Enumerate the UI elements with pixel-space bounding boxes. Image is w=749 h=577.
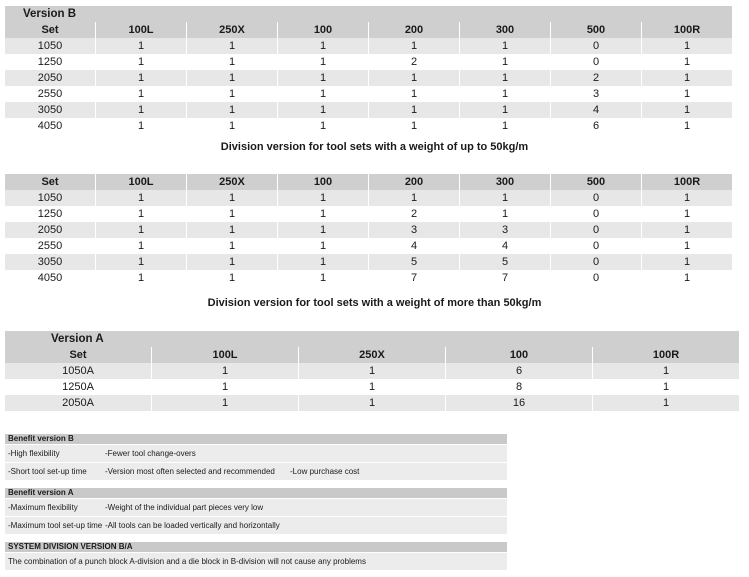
system-division-text: The combination of a punch block A-division and a die block in B-division will not cause any problems [8, 557, 366, 566]
table-cell: 1 [96, 70, 186, 86]
table-cell: 1 [187, 102, 277, 118]
table-cell: 1 [642, 254, 732, 270]
benefit-b-item: -Short tool set-up time [8, 467, 87, 476]
version-b-title: Version B [5, 6, 732, 22]
table-cell: 4050 [5, 118, 95, 134]
table-row [5, 70, 732, 86]
table-cell: 1 [96, 254, 186, 270]
version-a-table-block [4, 331, 740, 411]
table-cell: 1 [642, 222, 732, 238]
version-b-table-block [4, 6, 733, 134]
table-cell: 1 [593, 395, 739, 411]
table-cell: 1 [278, 86, 368, 102]
table-cell: 2550 [5, 238, 95, 254]
table-cell: 3050 [5, 102, 95, 118]
table-cell: 6 [446, 363, 592, 379]
header-row [5, 347, 739, 363]
system-division-note [5, 542, 507, 571]
table-cell: 16 [446, 395, 592, 411]
table-cell: 1 [642, 54, 732, 70]
version-b-table [4, 6, 733, 134]
table-cell: 1 [278, 38, 368, 54]
table-cell: 1 [460, 206, 550, 222]
table-cell: 1 [278, 254, 368, 270]
table-cell: 1050 [5, 38, 95, 54]
version-b-heavy-table [4, 174, 733, 286]
table-cell: 1 [278, 270, 368, 286]
table-cell: 1 [369, 102, 459, 118]
table-row [5, 254, 732, 270]
benefit-b-item: -Fewer tool change-overs [105, 449, 196, 458]
table-cell: 1 [187, 238, 277, 254]
benefit-a-item: -Weight of the individual part pieces very low [105, 503, 264, 512]
benefit-a-row [5, 517, 507, 534]
table-cell: 1050 [5, 190, 95, 206]
table-cell: 0 [551, 222, 641, 238]
table-cell: 1 [278, 190, 368, 206]
table-row [5, 363, 739, 379]
table-cell: 5 [369, 254, 459, 270]
table-cell: 1 [96, 206, 186, 222]
table-cell: 1 [642, 86, 732, 102]
column-header: 250X [299, 347, 445, 363]
table-cell: 1 [96, 190, 186, 206]
table-cell: 2050A [5, 395, 151, 411]
column-header: 250X [187, 174, 277, 190]
benefit-a-item: -All tools can be loaded vertically and horizontally [105, 521, 280, 530]
benefit-b-row [5, 463, 507, 480]
table-cell: 2 [551, 70, 641, 86]
column-header: 200 [369, 174, 459, 190]
benefit-a-row [5, 499, 507, 516]
table-cell: 1 [460, 102, 550, 118]
column-header: 100L [152, 347, 298, 363]
table-cell: 1 [187, 270, 277, 286]
table-cell: 1 [642, 70, 732, 86]
table-cell: 3 [551, 86, 641, 102]
table-cell: 1 [460, 118, 550, 134]
table-cell: 7 [460, 270, 550, 286]
table-cell: 1 [593, 363, 739, 379]
table-cell: 1 [187, 118, 277, 134]
table-cell: 1 [460, 70, 550, 86]
table-cell: 1 [299, 379, 445, 395]
table-cell: 2050 [5, 222, 95, 238]
table-cell: 1 [642, 206, 732, 222]
table-row [5, 222, 732, 238]
table-cell: 1 [187, 54, 277, 70]
table-cell: 5 [460, 254, 550, 270]
table-cell: 0 [551, 206, 641, 222]
table-cell: 1 [278, 118, 368, 134]
table-cell: 1 [152, 363, 298, 379]
benefit-b-title: Benefit version B [5, 434, 507, 444]
table-cell: 1 [278, 70, 368, 86]
table-cell: 1 [187, 206, 277, 222]
benefit-version-a [5, 488, 507, 535]
table-cell: 1 [460, 190, 550, 206]
table-row [5, 102, 732, 118]
table-row [5, 190, 732, 206]
table-cell: 4 [460, 238, 550, 254]
column-header: 300 [460, 22, 550, 38]
benefit-b-row [5, 445, 507, 462]
caption-up-to-50kg: Division version for tool sets with a weight of up to 50kg/m [220, 141, 529, 153]
table-row [5, 86, 732, 102]
column-header: 250X [187, 22, 277, 38]
header-row [5, 22, 732, 38]
benefit-b-item: -Version most often selected and recommended [105, 467, 275, 476]
table-cell: 3 [369, 222, 459, 238]
column-header: 100 [446, 347, 592, 363]
version-a-title: Version A [5, 331, 739, 347]
benefit-version-b [5, 434, 507, 481]
benefit-b-item: -Low purchase cost [290, 467, 360, 476]
table-cell: 7 [369, 270, 459, 286]
column-header: 100 [278, 22, 368, 38]
table-cell: 0 [551, 270, 641, 286]
table-cell: 1 [460, 86, 550, 102]
table-cell: 1 [642, 102, 732, 118]
table-row [5, 118, 732, 134]
version-b-heavy-table-block [4, 174, 733, 286]
table-cell: 1 [593, 379, 739, 395]
table-cell: 1 [642, 238, 732, 254]
table-cell: 4 [551, 102, 641, 118]
table-cell: 1 [152, 395, 298, 411]
table-cell: 1 [187, 70, 277, 86]
table-cell: 1 [96, 102, 186, 118]
column-header: 100R [642, 22, 732, 38]
table-cell: 1 [460, 54, 550, 70]
column-header: Set [5, 22, 95, 38]
table-cell: 0 [551, 190, 641, 206]
table-cell: 1 [187, 222, 277, 238]
table-cell: 1 [369, 70, 459, 86]
table-cell: 1 [96, 38, 186, 54]
column-header: 100L [96, 22, 186, 38]
table-cell: 1 [96, 238, 186, 254]
version-a-table [4, 331, 740, 411]
table-cell: 1 [96, 118, 186, 134]
table-cell: 0 [551, 238, 641, 254]
table-cell: 1 [96, 222, 186, 238]
column-header: Set [5, 347, 151, 363]
table-cell: 1250 [5, 54, 95, 70]
table-cell: 1250 [5, 206, 95, 222]
table-cell: 1 [642, 38, 732, 54]
table-cell: 4050 [5, 270, 95, 286]
caption-more-than-50kg: Division version for tool sets with a weight of more than 50kg/m [207, 297, 542, 309]
column-header: 100R [593, 347, 739, 363]
header-row [5, 174, 732, 190]
table-cell: 6 [551, 118, 641, 134]
table-cell: 1050A [5, 363, 151, 379]
table-cell: 1 [96, 270, 186, 286]
table-cell: 3 [460, 222, 550, 238]
table-cell: 1 [369, 38, 459, 54]
benefit-a-item: -Maximum flexibility [8, 503, 78, 512]
table-cell: 1 [642, 118, 732, 134]
column-header: 300 [460, 174, 550, 190]
table-cell: 1 [96, 86, 186, 102]
benefit-b-item: -High flexibility [8, 449, 60, 458]
column-header: 500 [551, 174, 641, 190]
table-cell: 1 [642, 270, 732, 286]
table-row [5, 379, 739, 395]
table-cell: 1250A [5, 379, 151, 395]
table-cell: 1 [278, 238, 368, 254]
table-cell: 1 [369, 86, 459, 102]
table-cell: 1 [152, 379, 298, 395]
table-cell: 1 [460, 38, 550, 54]
table-cell: 4 [369, 238, 459, 254]
benefit-a-item: -Maximum tool set-up time [8, 521, 103, 530]
table-cell: 1 [278, 206, 368, 222]
table-row [5, 270, 732, 286]
table-cell: 1 [642, 190, 732, 206]
table-cell: 2 [369, 206, 459, 222]
table-cell: 0 [551, 54, 641, 70]
table-cell: 1 [96, 54, 186, 70]
table-cell: 1 [187, 254, 277, 270]
column-header: 500 [551, 22, 641, 38]
table-cell: 1 [299, 363, 445, 379]
column-header: 200 [369, 22, 459, 38]
table-cell: 2 [369, 54, 459, 70]
column-header: Set [5, 174, 95, 190]
table-cell: 1 [369, 118, 459, 134]
table-cell: 0 [551, 38, 641, 54]
table-cell: 1 [187, 38, 277, 54]
table-row [5, 54, 732, 70]
table-cell: 2050 [5, 70, 95, 86]
table-row [5, 38, 732, 54]
benefit-a-title: Benefit version A [5, 488, 507, 498]
table-cell: 1 [369, 190, 459, 206]
table-row [5, 238, 732, 254]
column-header: 100 [278, 174, 368, 190]
table-row [5, 206, 732, 222]
system-division-row [5, 553, 507, 570]
system-division-title: SYSTEM DIVISION VERSION B/A [5, 542, 507, 552]
table-cell: 1 [187, 190, 277, 206]
table-cell: 1 [187, 86, 277, 102]
table-cell: 1 [299, 395, 445, 411]
table-cell: 3050 [5, 254, 95, 270]
table-cell: 1 [278, 222, 368, 238]
column-header: 100R [642, 174, 732, 190]
table-cell: 2550 [5, 86, 95, 102]
table-cell: 8 [446, 379, 592, 395]
table-cell: 1 [278, 102, 368, 118]
table-cell: 1 [278, 54, 368, 70]
table-row [5, 395, 739, 411]
table-cell: 0 [551, 254, 641, 270]
column-header: 100L [96, 174, 186, 190]
